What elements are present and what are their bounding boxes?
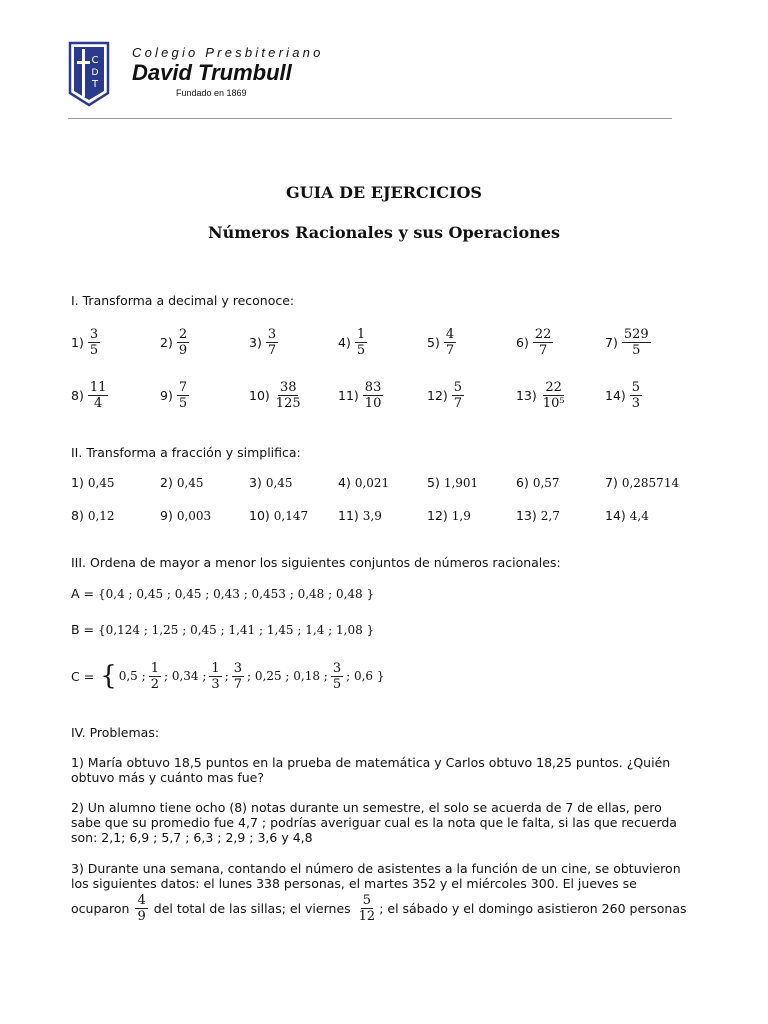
exercise-item: 13) $\frac{22}{\text{10⁵}}$ <box>516 379 565 411</box>
section-2-row-1 <box>71 475 711 495</box>
exercise-item: 10) $\frac{38}{125}$ <box>249 379 301 411</box>
exercise-item: 11) $\frac{83}{10}$ <box>338 379 382 411</box>
exercise-item: 12) $\frac{5}{7}$ <box>427 379 463 411</box>
exercise-item: 4) 0,021 <box>338 475 390 490</box>
document-subtitle: Números Racionales y sus Operaciones <box>208 223 560 242</box>
problem-3-line: ocuparon $\frac{4}{9}$ del total de las sillas; el viernes $\frac{5}{12}$ ; el sábado y el domingo asistieron 260 personas <box>71 893 687 924</box>
exercise-item: 3) $\frac{3}{7}$ <box>249 326 277 358</box>
exercise-item: 14) 4,4 <box>605 508 649 523</box>
exercise-item: 4) $\frac{1}{5}$ <box>338 326 366 358</box>
school-founded-line: Fundado en 1869 <box>176 88 247 98</box>
exercise-item: 14) $\frac{5}{3}$ <box>605 379 641 411</box>
exercise-item: 2) $\frac{2}{9}$ <box>160 326 188 358</box>
problem-3-intro: 3) Durante una semana, contando el número de asistentes a la función de un cine, se obtuvieron los siguientes datos: el lunes 338 personas, el martes 352 y el miércoles 300. El jueves se <box>71 861 681 891</box>
school-name-line2: David Trumbull <box>132 60 292 85</box>
exercise-item: 3) 0,45 <box>249 475 293 490</box>
exercise-item: 7) $\frac{529}{5}$ <box>605 326 649 358</box>
document-title: GUIA DE EJERCICIOS <box>286 183 482 202</box>
section-1-row-2 <box>71 375 711 415</box>
exercise-item: 9) 0,003 <box>160 508 212 523</box>
exercise-item: 5) $\frac{4}{7}$ <box>427 326 455 358</box>
school-logo-icon <box>68 41 110 107</box>
svg-text:D: D <box>91 68 99 78</box>
exercise-item: 1) $\frac{3}{5}$ <box>71 326 99 358</box>
section-1-heading: I. Transforma a decimal y reconoce: <box>71 293 295 308</box>
set-a: A = {0,4 ; 0,45 ; 0,45 ; 0,43 ; 0,453 ; 0,48 ; 0,48 } <box>71 586 375 601</box>
exercise-item: 13) 2,7 <box>516 508 560 523</box>
set-c: C = { 0,5 ; $\frac{1}{2}$ ; 0,34 ; $\frac{1}{3}$ ; $\frac{3}{7}$ ; 0,25 ; 0,18 ; $\frac{3}{5}$ ; 0,6 } <box>71 660 385 692</box>
exercise-item: 6) 0,57 <box>516 475 560 490</box>
section-3-heading: III. Ordena de mayor a menor los siguientes conjuntos de números racionales: <box>71 555 561 570</box>
svg-text:C: C <box>91 55 99 66</box>
section-4-heading: IV. Problemas: <box>71 725 160 740</box>
exercise-item: 5) 1,901 <box>427 475 479 490</box>
section-2-heading: II. Transforma a fracción y simplifica: <box>71 445 301 460</box>
exercise-item: 7) 0,285714 <box>605 475 680 490</box>
exercise-item: 9) $\frac{7}{5}$ <box>160 379 188 411</box>
exercise-item: 11) 3,9 <box>338 508 382 523</box>
exercise-item: 6) $\frac{22}{7}$ <box>516 326 552 358</box>
exercise-item: 2) 0,45 <box>160 475 204 490</box>
exercise-item: 8) 0,12 <box>71 508 115 523</box>
section-1-row-1 <box>71 322 711 362</box>
svg-text:T: T <box>91 79 99 90</box>
exercise-item: 10) 0,147 <box>249 508 309 523</box>
exercise-item: 12) 1,9 <box>427 508 471 523</box>
section-2-row-2 <box>71 508 711 528</box>
header-divider <box>68 118 672 119</box>
problem-1: 1) María obtuvo 18,5 puntos en la prueba de matemática y Carlos obtuvo 18,25 puntos. ¿Quién obtuvo más y cuánto mas fue? <box>71 755 671 785</box>
exercise-item: 1) 0,45 <box>71 475 115 490</box>
set-b: B = {0,124 ; 1,25 ; 0,45 ; 1,41 ; 1,45 ; 1,4 ; 1,08 } <box>71 622 375 637</box>
school-name-line1: Colegio Presbiteriano <box>132 45 324 60</box>
exercise-item: 8) $\frac{11}{4}$ <box>71 379 107 411</box>
problem-2: 2) Un alumno tiene ocho (8) notas durante un semestre, el solo se acuerda de 7 de ellas, pero sabe que su promedio fue 4,7 ; podrías averiguar cual es la nota que le falta, si las que recuerda son: 2,1; 6,9 ; 5,7 ; 6,3 ; 2,9 ; 3,6 y 4,8 <box>71 800 677 845</box>
